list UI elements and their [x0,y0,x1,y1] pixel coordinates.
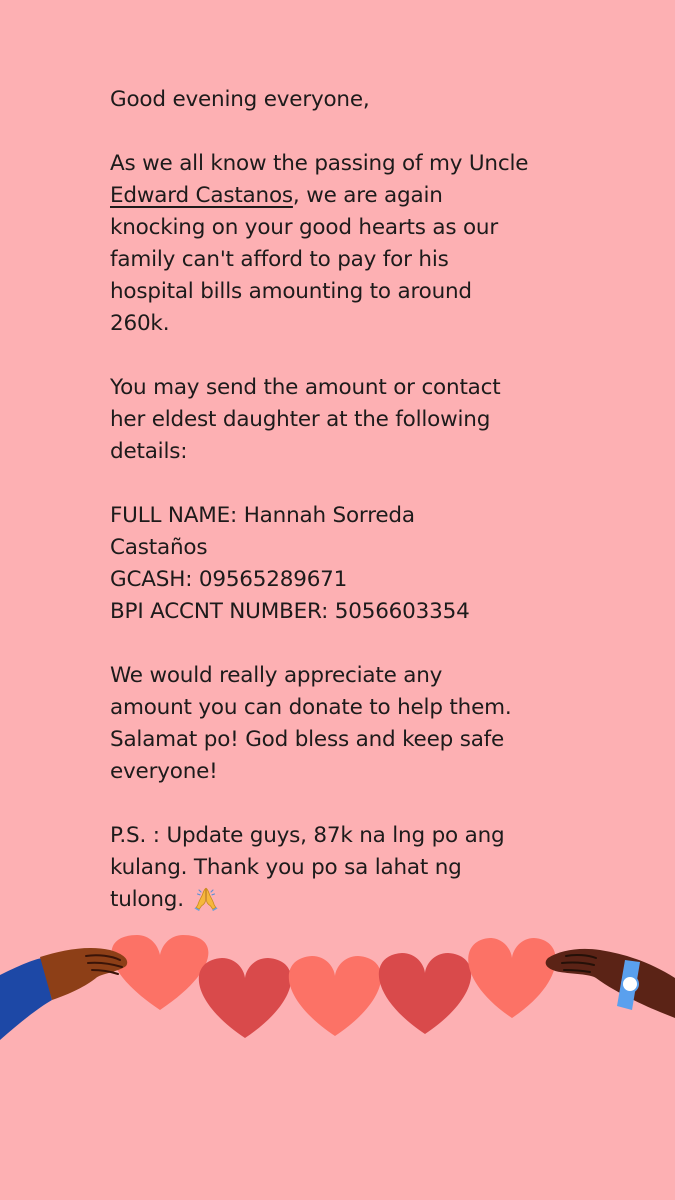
appreciation-line-1: We would really appreciate any [110,663,443,688]
gcash-line: GCASH: 09565289671 [110,567,348,592]
contact-paragraph [110,372,580,468]
passing-line-2 [110,180,580,212]
message-text [110,84,580,916]
hand-icon [546,949,675,1018]
greeting-paragraph [110,84,580,116]
passing-line-4: family can't afford to pay for his [110,247,449,272]
heart-icon [199,958,291,1038]
appreciation-paragraph [110,660,580,788]
postscript-paragraph [110,820,580,916]
contact-line-2: her eldest daughter at the following [110,407,491,432]
passing-line-6: 260k. [110,311,170,336]
heart-icon [289,956,381,1036]
postscript-line-1: P.S. : Update guys, 87k na lng po ang [110,823,505,848]
heart-icon [379,953,471,1034]
folded-hands-icon [193,885,219,911]
full-name-line-1: FULL NAME: Hannah Sorreda [110,503,415,528]
passing-paragraph [110,148,580,340]
greeting-line: Good evening everyone, [110,87,370,112]
bpi-account-line: BPI ACCNT NUMBER: 5056603354 [110,599,470,624]
details-paragraph [110,500,580,628]
passing-line-2-rest: , we are again [292,183,443,208]
passing-line-5: hospital bills amounting to around [110,279,472,304]
hands-holding-hearts-illustration [0,925,675,1075]
full-name-line-2: Castaños [110,535,208,560]
contact-line-1: You may send the amount or contact [110,375,501,400]
passing-line-3: knocking on your good hearts as our [110,215,498,240]
postscript-line-2: kulang. Thank you po sa lahat ng [110,855,462,880]
heart-icon [112,935,209,1010]
postscript-line-3 [110,884,580,916]
postscript-line-3-text: tulong. [110,887,184,912]
appreciation-line-2: amount you can donate to help them. [110,695,512,720]
contact-line-3: details: [110,439,188,464]
mention-link-edward-castanos[interactable]: Edward Castanos [110,183,293,208]
heart-icon [468,938,556,1018]
passing-line-1: As we all know the passing of my Uncle [110,151,529,176]
appreciation-line-4: everyone! [110,759,218,784]
hand-icon [0,948,127,1040]
appreciation-line-3: Salamat po! God bless and keep safe [110,727,505,752]
